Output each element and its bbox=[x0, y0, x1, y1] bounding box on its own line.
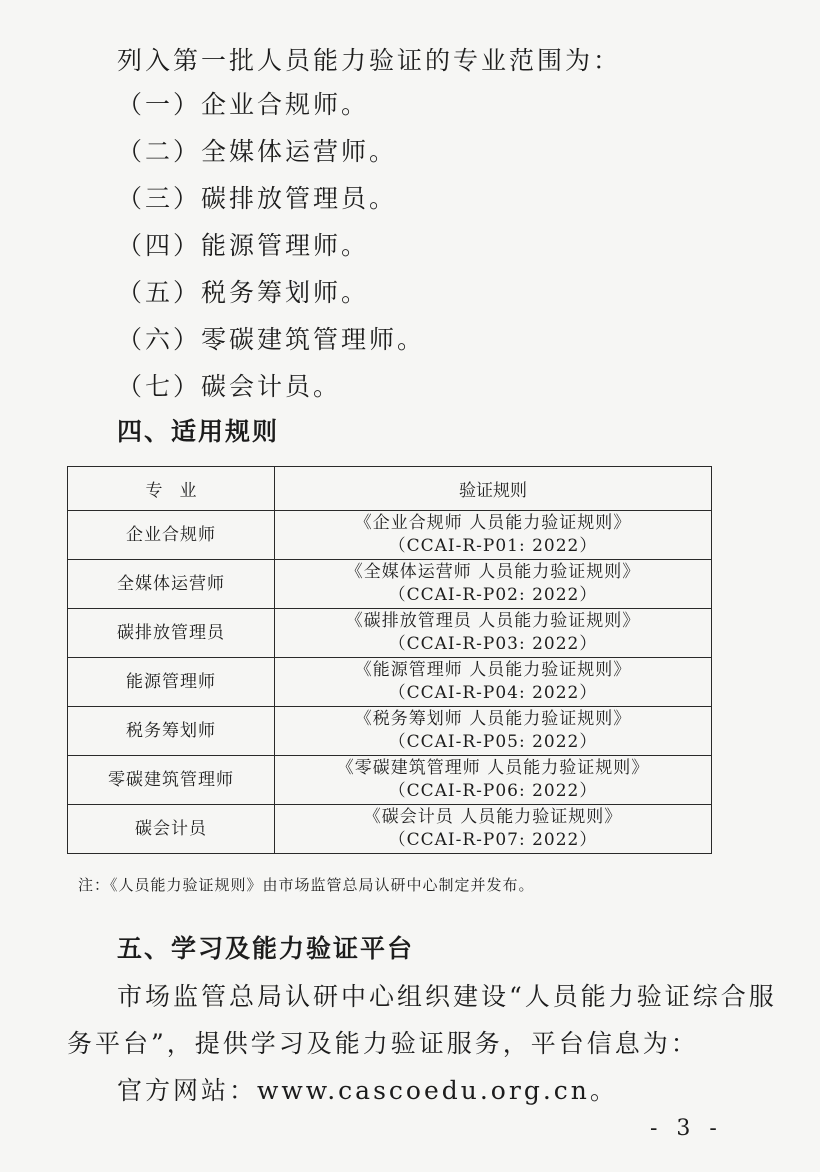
cell-rule bbox=[275, 560, 712, 609]
table-row bbox=[68, 658, 712, 707]
cell-rule bbox=[275, 609, 712, 658]
header-rule: 验证规则 bbox=[275, 467, 712, 511]
header-major: 专 业 bbox=[68, 467, 275, 511]
table-row bbox=[68, 756, 712, 805]
scope-item-5: （五）税务筹划师。 bbox=[117, 278, 370, 307]
cell-major: 税务筹划师 bbox=[68, 707, 275, 756]
page-number: - 3 - bbox=[650, 1116, 723, 1141]
cell-major: 全媒体运营师 bbox=[68, 560, 275, 609]
rule-code: （CCAI-R-P02: 2022） bbox=[388, 585, 598, 605]
section-5-paragraph-line-2: 务平台”，提供学习及能力验证服务，平台信息为： bbox=[67, 1029, 699, 1058]
cell-rule bbox=[275, 511, 712, 560]
rule-code: （CCAI-R-P04: 2022） bbox=[388, 683, 598, 703]
rule-code: （CCAI-R-P03: 2022） bbox=[388, 634, 598, 654]
cell-major: 碳会计员 bbox=[68, 805, 275, 854]
cell-major: 能源管理师 bbox=[68, 658, 275, 707]
rule-code: （CCAI-R-P05: 2022） bbox=[388, 732, 598, 752]
scope-item-6: （六）零碳建筑管理师。 bbox=[117, 325, 426, 354]
table-header-row bbox=[68, 467, 712, 511]
rule-title: 《零碳建筑管理师 人员能力验证规则》 bbox=[336, 758, 650, 778]
scope-item-3: （三）碳排放管理员。 bbox=[117, 184, 398, 213]
rule-title: 《碳会计员 人员能力验证规则》 bbox=[363, 807, 623, 827]
table-row bbox=[68, 707, 712, 756]
scope-item-7: （七）碳会计员。 bbox=[117, 372, 342, 401]
table-row bbox=[68, 805, 712, 854]
rule-code: （CCAI-R-P01: 2022） bbox=[388, 536, 598, 556]
table-note: 注：《人员能力验证规则》由市场监管总局认研中心制定并发布。 bbox=[78, 876, 535, 894]
section-4-heading: 四、适用规则 bbox=[117, 417, 280, 446]
section-5-paragraph-line-1: 市场监管总局认研中心组织建设“人员能力验证综合服 bbox=[117, 982, 777, 1011]
rule-title: 《碳排放管理员 人员能力验证规则》 bbox=[345, 611, 641, 631]
scope-item-1: （一）企业合规师。 bbox=[117, 90, 370, 119]
table-row bbox=[68, 609, 712, 658]
rules-table bbox=[67, 466, 712, 854]
cell-rule bbox=[275, 805, 712, 854]
website-line: 官方网站：www.cascoedu.org.cn。 bbox=[117, 1076, 618, 1105]
table-row bbox=[68, 560, 712, 609]
table-row bbox=[68, 511, 712, 560]
cell-major: 企业合规师 bbox=[68, 511, 275, 560]
scope-item-2: （二）全媒体运营师。 bbox=[117, 137, 398, 166]
cell-rule bbox=[275, 658, 712, 707]
intro-text: 列入第一批人员能力验证的专业范围为： bbox=[117, 46, 622, 75]
rule-title: 《能源管理师 人员能力验证规则》 bbox=[354, 660, 632, 680]
cell-rule bbox=[275, 707, 712, 756]
rule-code: （CCAI-R-P06: 2022） bbox=[388, 781, 598, 801]
rule-title: 《企业合规师 人员能力验证规则》 bbox=[354, 513, 632, 533]
cell-major: 零碳建筑管理师 bbox=[68, 756, 275, 805]
cell-major: 碳排放管理员 bbox=[68, 609, 275, 658]
scope-item-4: （四）能源管理师。 bbox=[117, 231, 370, 260]
rule-title: 《全媒体运营师 人员能力验证规则》 bbox=[345, 562, 641, 582]
section-5-heading: 五、学习及能力验证平台 bbox=[117, 934, 415, 963]
rule-code: （CCAI-R-P07: 2022） bbox=[388, 830, 598, 850]
rule-title: 《税务筹划师 人员能力验证规则》 bbox=[354, 709, 632, 729]
cell-rule bbox=[275, 756, 712, 805]
